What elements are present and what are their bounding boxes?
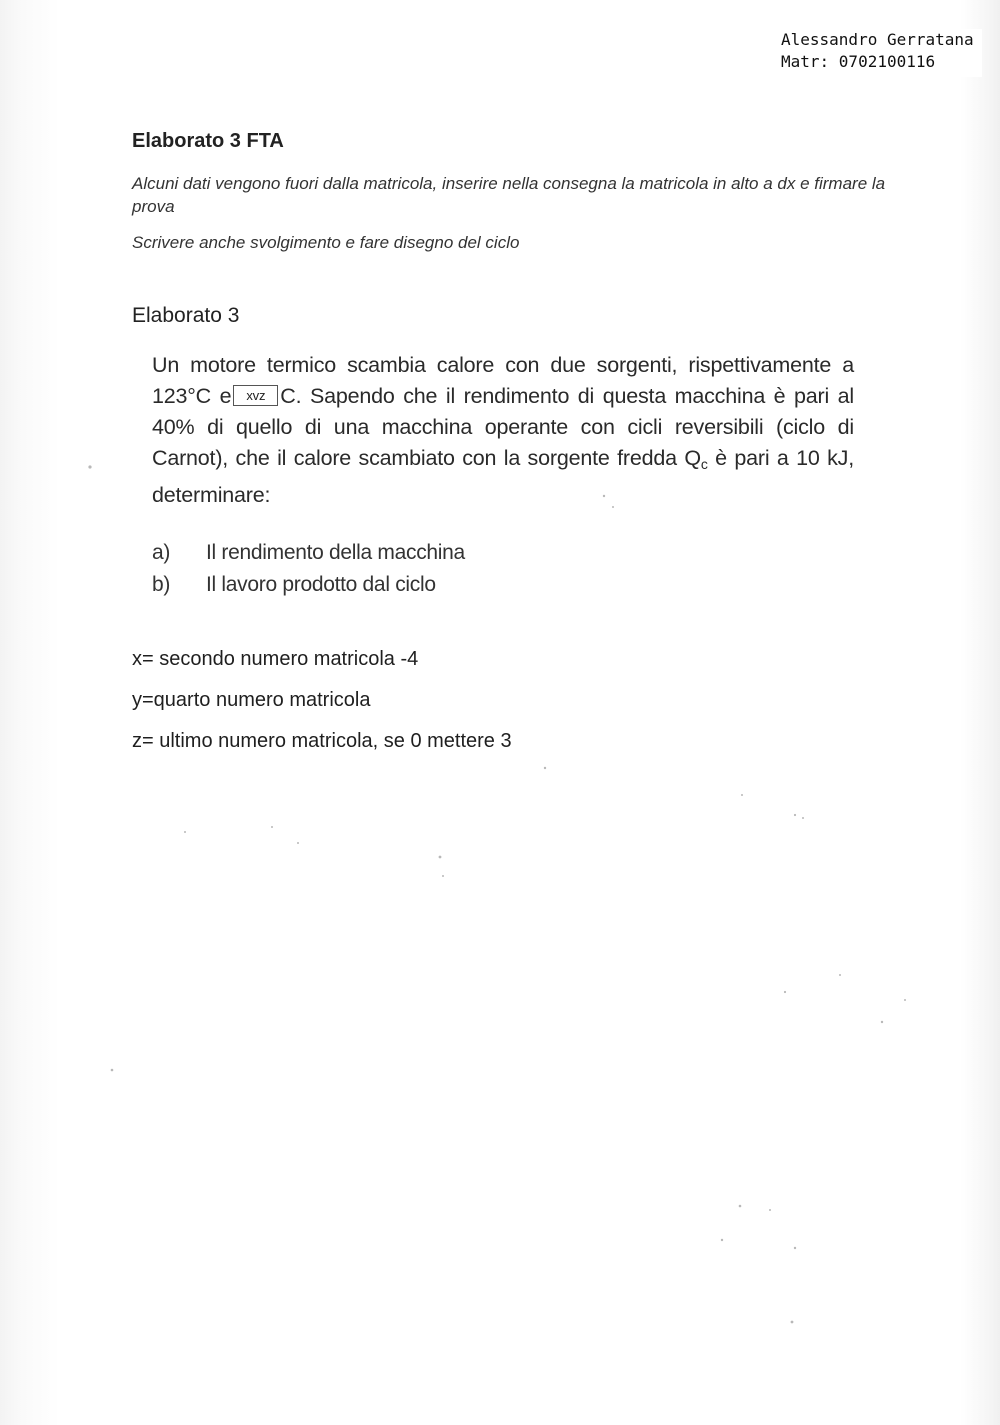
student-matricola: Matr: 0702100116 — [781, 52, 936, 71]
problem-line-4-end: è pari a 10 kJ, — [707, 446, 854, 470]
variable-definitions — [132, 646, 512, 769]
problem-line-2-end: C. Sapendo che il rendimento di questa macchina è pari al — [280, 384, 855, 408]
task-list — [152, 537, 465, 601]
problem-line-2-start: 123°C e — [152, 384, 232, 408]
task-text: Il rendimento della macchina — [206, 541, 465, 564]
exercise-subtitle: Elaborato 3 — [132, 304, 240, 327]
instruction-text-2: Scrivere anche svolgimento e fare disegno del ciclo — [132, 233, 520, 252]
task-item — [152, 569, 465, 601]
problem-line-5: determinare: — [152, 483, 271, 507]
page-title: Elaborato 3 FTA — [132, 130, 284, 152]
student-id-header — [781, 29, 982, 77]
problem-line-4-start: Carnot), che il calore scambiato con la sorgente fredda Q — [152, 446, 701, 470]
task-text: Il lavoro prodotto dal ciclo — [206, 573, 436, 596]
problem-line-2 — [152, 381, 854, 412]
task-letter: a) — [152, 541, 171, 564]
student-name: Alessandro Gerratana — [781, 30, 974, 49]
heat-subscript: c — [700, 456, 708, 472]
variable-y: y=quarto numero matricola — [132, 689, 371, 711]
variable-z: z= ultimo numero matricola, se 0 mettere 3 — [132, 730, 512, 752]
task-item — [152, 537, 465, 569]
problem-line-1: Un motore termico scambia calore con due sorgenti, rispettivamente a — [152, 353, 854, 377]
problem-statement — [152, 350, 854, 511]
problem-line-3: 40% di quello di una macchina operante con cicli reversibili (ciclo di — [152, 415, 854, 439]
temperature-placeholder-box: xvz — [233, 385, 278, 406]
task-letter: b) — [152, 573, 171, 596]
problem-line-4 — [152, 443, 854, 480]
instruction-text-1: Alcuni dati vengono fuori dalla matricola, inserire nella consegna la matricola in alto a dx e firmare la prova — [132, 174, 886, 216]
variable-x: x= secondo numero matricola -4 — [132, 648, 419, 670]
